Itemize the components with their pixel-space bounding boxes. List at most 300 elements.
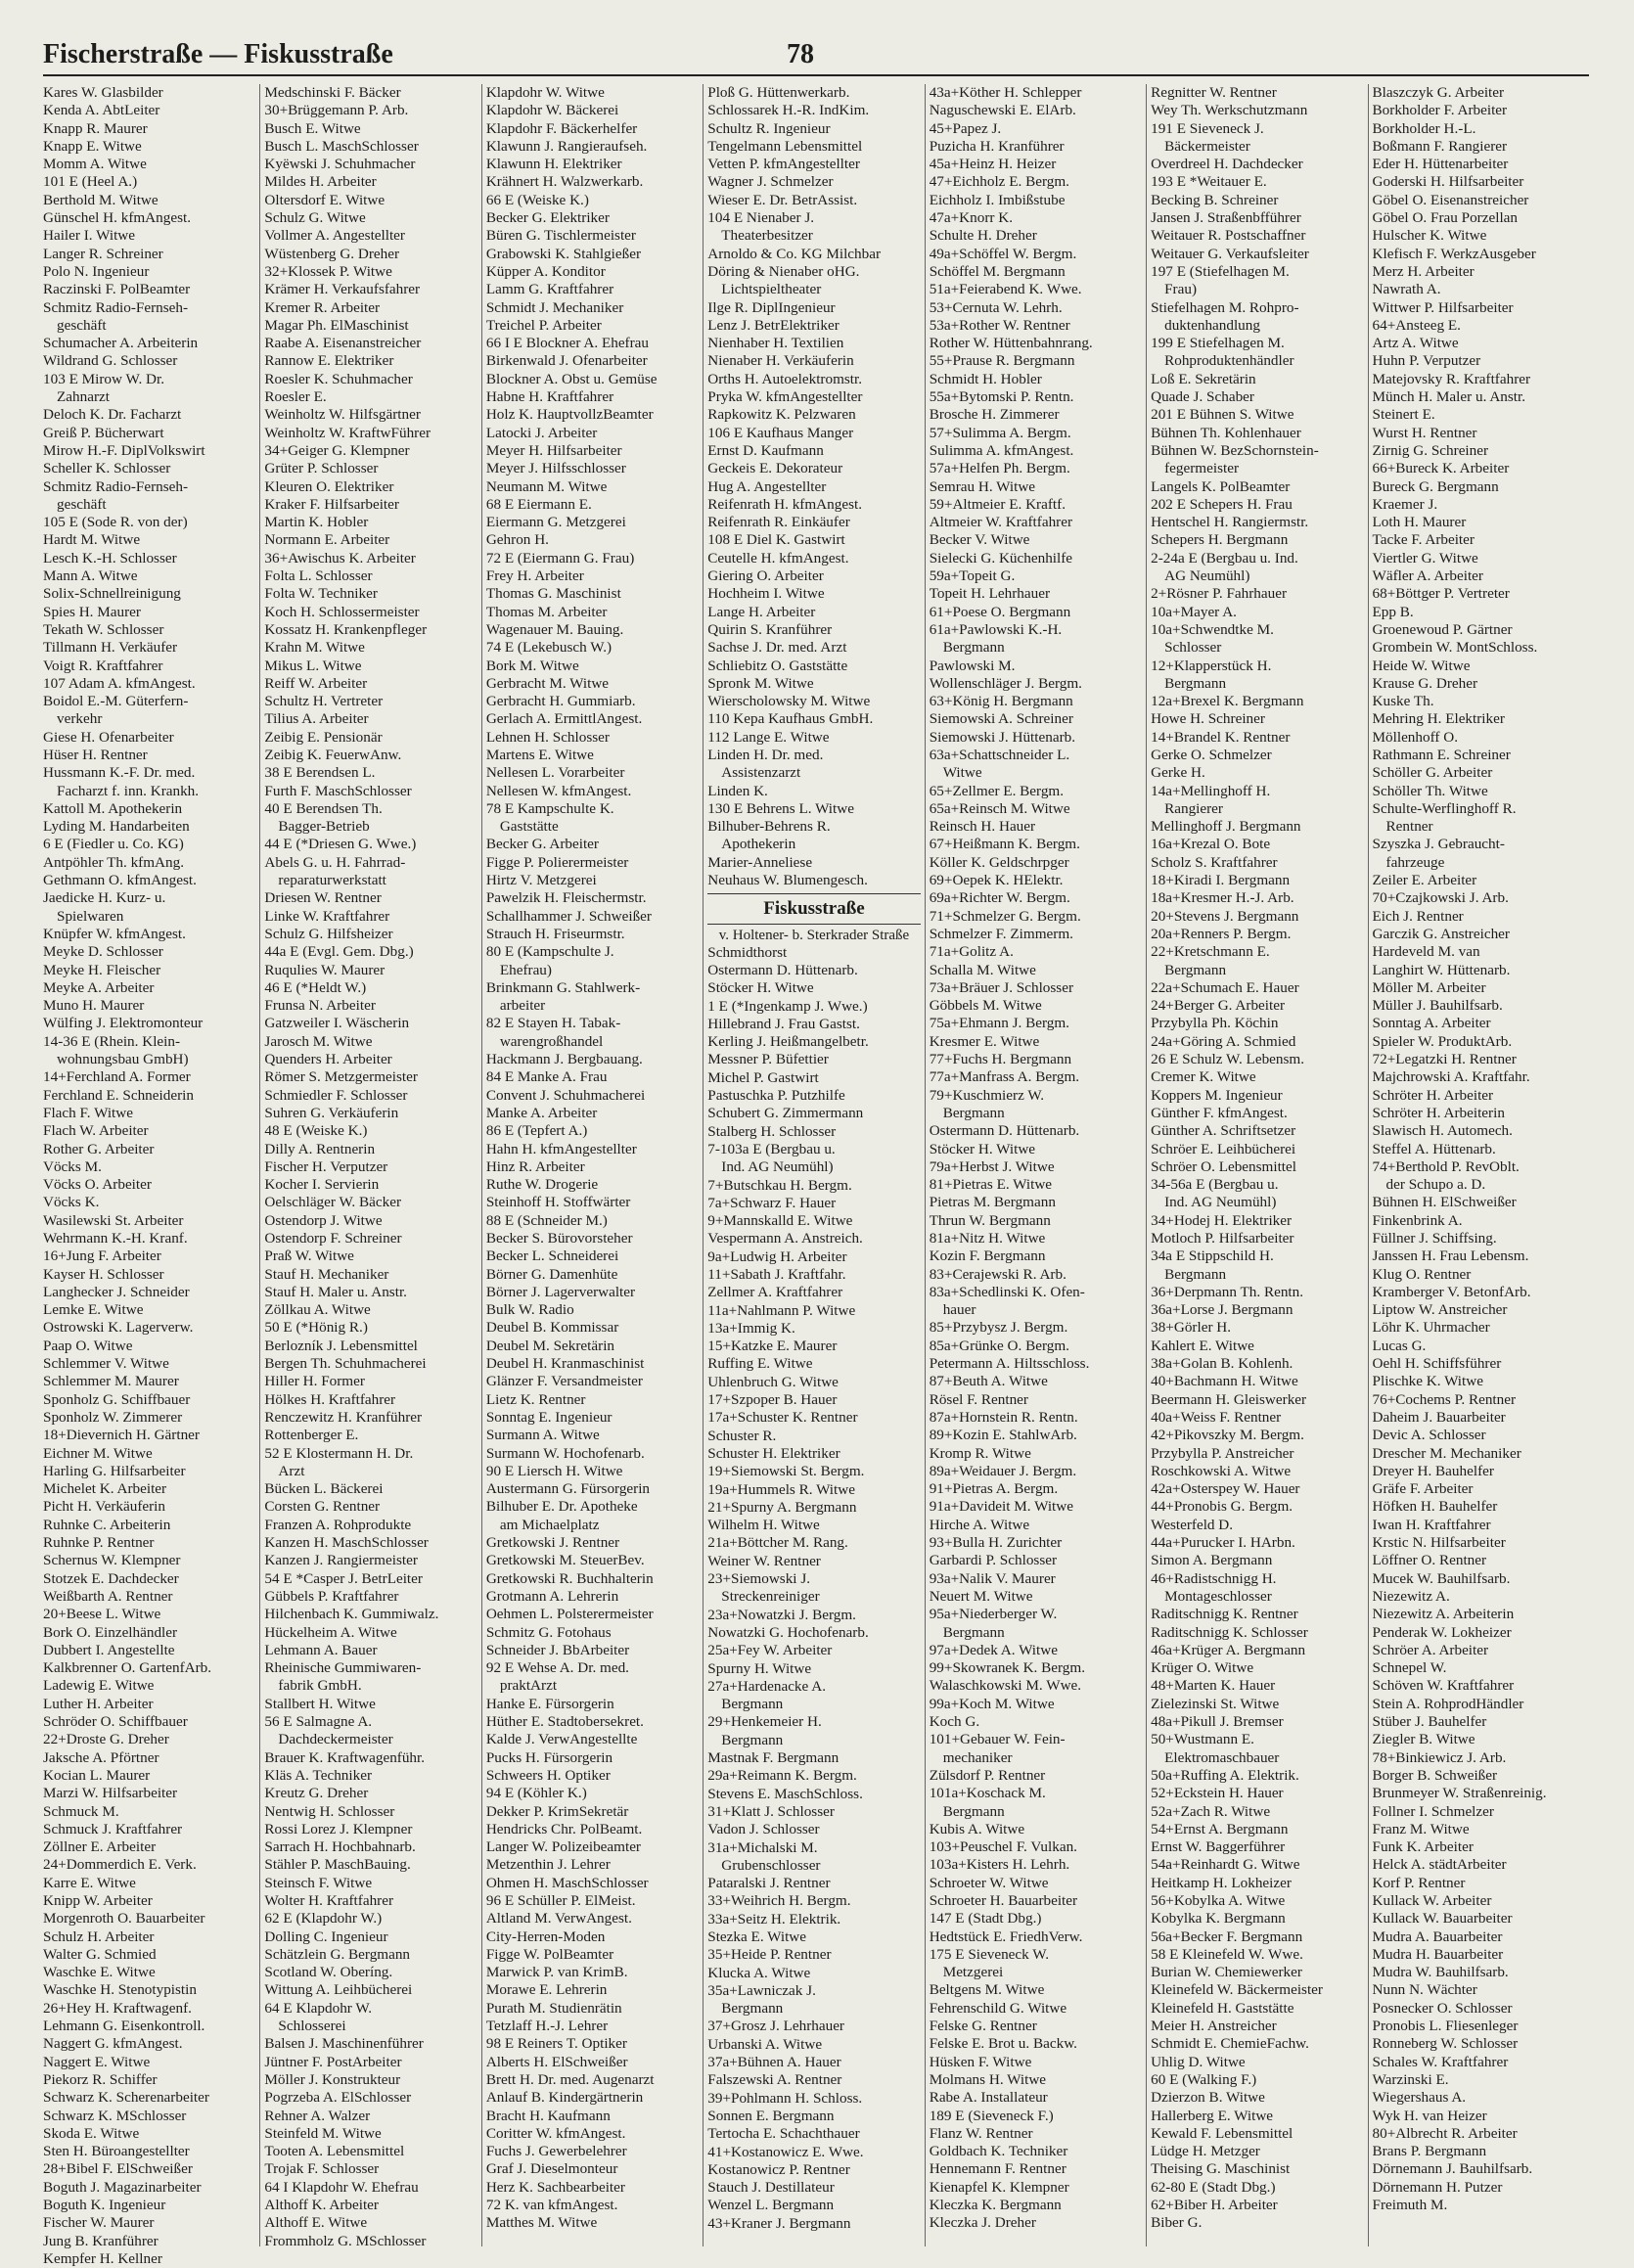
directory-entry: 26 E Schulz W. Lebensm. — [1151, 1051, 1305, 1068]
directory-entry: Frau) — [1164, 281, 1198, 298]
directory-entry: Mellinghoff J. Bergmann — [1151, 818, 1301, 836]
directory-entry: Rottenberger E. — [264, 1427, 359, 1444]
directory-entry: Vespermann A. Anstreich. — [707, 1230, 863, 1247]
directory-entry: Stalberg H. Schlosser — [707, 1122, 837, 1140]
directory-entry: 60 E (Walking F.) — [1151, 2070, 1257, 2088]
directory-entry: 95a+Niederberger W. — [929, 1606, 1058, 1623]
directory-entry: 14+Ferchland A. Former — [43, 1068, 191, 1086]
directory-entry: Münch H. Maler u. Anstr. — [1372, 388, 1526, 406]
directory-entry: Finkenbrink A. — [1372, 1211, 1463, 1229]
directory-entry: Flach F. Witwe — [43, 1104, 133, 1121]
directory-entry: Semrau H. Witwe — [929, 477, 1036, 495]
directory-entry: Herz K. Sachbearbeiter — [485, 2178, 625, 2196]
directory-entry: 87a+Hornstein R. Rentn. — [929, 1408, 1078, 1426]
directory-entry: 50 E (*Hönig R.) — [264, 1319, 368, 1337]
directory-entry: 46a+Krüger A. Bergmann — [1151, 1641, 1306, 1658]
directory-entry: Hulscher K. Witwe — [1372, 227, 1487, 245]
directory-entry: Ronneberg W. Schlosser — [1372, 2035, 1519, 2053]
directory-entry: Oelschläger W. Bäcker — [264, 1194, 402, 1211]
directory-entry: 11a+Nahlmann P. Witwe — [707, 1301, 856, 1319]
directory-entry: 87+Beuth A. Witwe — [929, 1373, 1048, 1390]
directory-entry: 46+Radistschnigg H. — [1151, 1569, 1277, 1587]
directory-entry: Martens E. Witwe — [485, 746, 594, 763]
directory-entry: Pietras M. Bergmann — [929, 1194, 1056, 1211]
directory-entry: Eder H. Hüttenarbeiter — [1372, 156, 1509, 173]
directory-entry: 21+Spurny A. Bergmann — [707, 1498, 857, 1516]
directory-entry: Heide W. Witwe — [1372, 657, 1471, 674]
directory-entry: Abels G. u. H. Fahrrad- — [264, 853, 406, 871]
directory-entry: Momm A. Witwe — [43, 156, 147, 173]
directory-entry: Schuster R. — [707, 1427, 777, 1444]
directory-entry: Reiff W. Arbeiter — [264, 674, 368, 692]
directory-entry: 47+Eichholz E. Bergm. — [929, 173, 1069, 191]
directory-entry: Nunn N. Wächter — [1372, 1981, 1477, 1999]
directory-entry: Sulimma A. kfmAngest. — [929, 441, 1074, 459]
directory-entry: Wagenauer M. Bauing. — [485, 620, 624, 638]
directory-entry: Jaksche A. Pförtner — [43, 1748, 159, 1766]
directory-entry: praktArzt — [499, 1677, 558, 1695]
directory-entry: 40+Bachmann H. Witwe — [1151, 1373, 1298, 1390]
directory-entry: Walter G. Schmied — [43, 1945, 157, 1963]
directory-entry: Stotzek E. Dachdecker — [43, 1569, 179, 1587]
directory-entry: Schmitz Radio-Fernseh- — [43, 477, 189, 495]
directory-entry: Reifenrath H. kfmAngest. — [707, 495, 863, 513]
directory-entry: Stauf H. Mechaniker — [264, 1265, 389, 1283]
directory-entry: Latocki J. Arbeiter — [485, 424, 598, 441]
directory-entry: 101+Gebauer W. Fein- — [929, 1731, 1066, 1748]
directory-entry: Merz H. Arbeiter — [1372, 262, 1475, 280]
directory-entry: Kares W. Glasbilder — [43, 84, 163, 101]
directory-entry: Jüntner F. PostArbeiter — [264, 2053, 402, 2070]
directory-entry: 72 K. van kfmAngest. — [485, 2197, 618, 2214]
directory-entry: Deloch K. Dr. Facharzt — [43, 406, 182, 424]
directory-entry: Loth H. Maurer — [1372, 514, 1467, 531]
directory-entry: 36+Derpmann Th. Rentn. — [1151, 1283, 1304, 1300]
directory-entry: AG Neumühl) — [1164, 567, 1250, 585]
directory-entry: 88 E (Schneider M.) — [485, 1211, 608, 1229]
directory-entry: Börner J. Lagerverwalter — [485, 1283, 636, 1300]
directory-entry: Burian W. Chemiewerker — [1151, 1964, 1302, 1981]
directory-entry: Mudra A. Bauarbeiter — [1372, 1928, 1503, 1945]
directory-entry: Purath M. Studienrätin — [485, 1999, 622, 2017]
directory-entry: Ostendorp J. Witwe — [264, 1211, 383, 1229]
directory-entry: Frommholz G. MSchlosser — [264, 2232, 427, 2249]
directory-entry: Sonntag E. Ingenieur — [485, 1408, 613, 1426]
directory-entry: Nellesen L. Vorarbeiter — [485, 764, 625, 782]
directory-entry: Geckeis E. Dekorateur — [707, 460, 843, 477]
directory-entry: 52+Eckstein H. Hauer — [1151, 1785, 1284, 1802]
directory-entry: Waschke H. Stenotypistin — [43, 1981, 197, 1999]
directory-entry: 52 E Klostermann H. Dr. — [264, 1444, 414, 1462]
directory-entry: Klapdohr F. Bäckerhelfer — [485, 119, 638, 137]
directory-entry: 65a+Reinsch M. Witwe — [929, 799, 1070, 817]
directory-entry: Döring & Nienaber oHG. — [707, 262, 860, 280]
directory-entry: Gerke O. Schmelzer — [1151, 746, 1272, 763]
directory-entry: 79+Kuschmierz W. — [929, 1086, 1045, 1104]
directory-entry: Michel P. Gastwirt — [707, 1068, 819, 1086]
directory-entry: Freimuth M. — [1372, 2197, 1448, 2214]
directory-entry: Dörnemann J. Bauhilfsarb. — [1372, 2160, 1533, 2178]
directory-entry: Höfken H. Bauhelfer — [1372, 1498, 1498, 1516]
directory-entry: Metzenthin J. Lehrer — [485, 1856, 611, 1874]
directory-entry: Bilhuber E. Dr. Apotheke — [485, 1498, 638, 1516]
directory-entry: Kalde J. VerwAngestellte — [485, 1731, 638, 1748]
directory-entry: Koppers M. Ingenieur — [1151, 1086, 1283, 1104]
directory-entry: Zöllkau A. Witwe — [264, 1301, 371, 1319]
directory-entry: 23a+Nowatzki J. Bergm. — [707, 1606, 856, 1623]
directory-entry: Wülfing J. Elektromonteur — [43, 1015, 204, 1032]
directory-entry: Boguth J. Magazinarbeiter — [43, 2178, 202, 2196]
directory-entry: Martin K. Hobler — [264, 514, 369, 531]
directory-entry: Schlosser — [1164, 639, 1222, 657]
directory-entry: 103+Peuschel F. Vulkan. — [929, 1838, 1077, 1856]
directory-entry: Kanzen H. MaschSchlosser — [264, 1534, 429, 1552]
directory-entry: Regnitter W. Rentner — [1151, 84, 1277, 101]
directory-entry: Weitauer G. Verkaufsleiter — [1151, 245, 1309, 262]
directory-entry: Dreyer H. Bauhelfer — [1372, 1462, 1494, 1479]
directory-entry: 18+Dievernich H. Gärtner — [43, 1427, 200, 1444]
directory-entry: Rheinische Gummiwaren- — [264, 1659, 422, 1677]
directory-entry: 7a+Schwarz F. Hauer — [707, 1194, 837, 1211]
directory-entry: geschäft — [57, 495, 107, 513]
directory-entry: Overdreel H. Dachdecker — [1151, 156, 1303, 173]
directory-entry: Mirow H.-F. DiplVolkswirt — [43, 441, 205, 459]
directory-entry: Fischer W. Maurer — [43, 2214, 155, 2232]
directory-entry: Wildrand G. Schlosser — [43, 352, 178, 370]
directory-entry: fabrik GmbH. — [278, 1677, 362, 1695]
directory-entry: Vöcks K. — [43, 1194, 100, 1211]
directory-entry: Rangierer — [1164, 799, 1223, 817]
directory-entry: Möller M. Arbeiter — [1372, 978, 1486, 996]
directory-entry: Coritter W. kfmAngest. — [485, 2124, 626, 2142]
directory-entry: Alberts H. ElSchweißer — [485, 2053, 628, 2070]
directory-entry: Spies H. Maurer — [43, 603, 141, 620]
directory-entry: Drescher M. Mechaniker — [1372, 1444, 1521, 1462]
directory-entry: Mastnak F. Bergmann — [707, 1749, 840, 1767]
directory-entry: Koch G. — [929, 1713, 980, 1731]
directory-entry: Göbel O. Frau Porzellan — [1372, 209, 1518, 227]
directory-entry: Harling G. Hilfsarbeiter — [43, 1462, 186, 1479]
directory-entry: Mehring H. Elektriker — [1372, 710, 1505, 728]
directory-entry: 12a+Brexel K. Bergmann — [1151, 693, 1304, 710]
directory-entry: Schmidt E. ChemieFachw. — [1151, 2035, 1309, 2053]
directory-entry: Schmidt H. Hobler — [929, 370, 1042, 387]
directory-entry: Koch H. Schlossermeister — [264, 603, 420, 620]
directory-entry: Roesler K. Schuhmacher — [264, 370, 413, 387]
directory-entry: Weinholtz W. Hilfsgärtner — [264, 406, 421, 424]
directory-entry: Becker S. Bürovorsteher — [485, 1230, 633, 1247]
directory-entry: Pawlowski M. — [929, 657, 1016, 674]
directory-entry: Niezewitz A. Arbeiterin — [1372, 1606, 1515, 1623]
directory-entry: 83a+Schedlinski K. Ofen- — [929, 1283, 1085, 1300]
directory-entry: Elektromaschbauer — [1164, 1748, 1280, 1766]
directory-entry: 7-103a E (Bergbau u. — [707, 1140, 836, 1157]
directory-entry: Pryka W. kfmAngestellter — [707, 388, 863, 406]
directory-entry: Thomas G. Maschinist — [485, 585, 621, 603]
directory-entry: 49a+Schöffel W. Bergm. — [929, 245, 1077, 262]
directory-entry: Stevens E. MaschSchloss. — [707, 1785, 863, 1802]
directory-entry: Wollenschläger J. Bergm. — [929, 674, 1082, 692]
directory-entry: 75a+Ehmann J. Bergm. — [929, 1015, 1069, 1032]
directory-entry: Schöller Th. Witwe — [1372, 782, 1488, 799]
directory-entry: Hückelheim A. Witwe — [264, 1623, 397, 1641]
directory-entry: Solix-Schnellreinigung — [43, 585, 181, 603]
directory-entry: Schultz R. Ingenieur — [707, 119, 831, 137]
directory-entry: 24+Dommerdich E. Verk. — [43, 1856, 197, 1874]
directory-entry: Puzicha H. Kranführer — [929, 137, 1065, 155]
directory-entry: Ind. AG Neumühl) — [721, 1158, 834, 1176]
directory-entry: Rathmann E. Schreiner — [1372, 746, 1511, 763]
directory-entry: 91+Pietras A. Bergm. — [929, 1480, 1059, 1498]
directory-entry: Lehmann A. Bauer — [264, 1641, 378, 1658]
directory-entry: Schubert G. Zimmermann — [707, 1105, 864, 1122]
directory-entry: geschäft — [57, 316, 107, 334]
directory-entry: Schroeter H. Bauarbeiter — [929, 1891, 1078, 1909]
directory-entry: 50+Wustmann E. — [1151, 1731, 1254, 1748]
directory-entry: Niezewitz A. — [1372, 1587, 1450, 1605]
directory-entry: Lange H. Arbeiter — [707, 603, 816, 620]
directory-entry: Bork O. Einzelhändler — [43, 1623, 178, 1641]
directory-entry: 54 E *Casper J. BetrLeiter — [264, 1569, 423, 1587]
directory-entry: Franz M. Witwe — [1372, 1820, 1470, 1837]
directory-entry: Schöller G. Arbeiter — [1372, 764, 1493, 782]
directory-entry: 77+Fuchs H. Bergmann — [929, 1051, 1072, 1068]
directory-entry: Bühnen Th. Kohlenhauer — [1151, 424, 1301, 441]
directory-entry: 19+Siemowski St. Bergm. — [707, 1463, 865, 1480]
directory-entry: Dzierzon B. Witwe — [1151, 2089, 1265, 2107]
directory-entry: Viertler G. Witwe — [1372, 549, 1478, 567]
directory-entry: Lehnen H. Schlosser — [485, 728, 610, 746]
directory-entry: Stüber J. Bauhelfer — [1372, 1713, 1487, 1731]
directory-entry: Schöven W. Kraftfahrer — [1372, 1677, 1515, 1695]
directory-entry: Magar Ph. ElMaschinist — [264, 316, 409, 334]
directory-entry: Kerling J. Heißmangelbetr. — [707, 1033, 869, 1051]
directory-entry: Schmidt J. Mechaniker — [485, 298, 624, 316]
directory-entry: Römer S. Metzgermeister — [264, 1068, 418, 1086]
directory-entry: Sarrach H. Hochbahnarb. — [264, 1838, 416, 1856]
directory-entry: Steinsch F. Witwe — [264, 1874, 373, 1891]
directory-entry: Suhren G. Verkäuferin — [264, 1104, 399, 1121]
directory-entry: Bergmann — [721, 1731, 784, 1748]
directory-entry: Garbardi P. Schlosser — [929, 1552, 1058, 1569]
directory-entry: Ceutelle H. kfmAngest. — [707, 549, 849, 567]
directory-entry: Gretkowski R. Buchhalterin — [485, 1569, 654, 1587]
directory-entry: 34+Geiger G. Klempner — [264, 441, 410, 459]
directory-entry: Goderski H. Hilfsarbeiter — [1372, 173, 1524, 191]
directory-entry: Hirche A. Witwe — [929, 1516, 1030, 1533]
directory-entry: Lehmann G. Eisenkontroll. — [43, 2018, 205, 2035]
directory-entry: Schuster H. Elektriker — [707, 1444, 840, 1462]
directory-entry: 18+Kiradi I. Bergmann — [1151, 872, 1291, 889]
directory-column — [43, 84, 259, 2267]
directory-entry: 1 E (*Ingenkamp J. Wwe.) — [707, 997, 868, 1015]
directory-entry: Ladewig E. Witwe — [43, 1677, 155, 1695]
directory-entry: Nentwig H. Schlosser — [264, 1802, 395, 1820]
directory-entry: Knüpfer W. kfmAngest. — [43, 925, 186, 942]
directory-entry: Kreutz G. Dreher — [264, 1785, 369, 1802]
directory-entry: Krähnert H. Walzwerkarb. — [485, 173, 644, 191]
directory-entry: Petermann A. Hiltsschloss. — [929, 1355, 1090, 1373]
directory-entry: Eich J. Rentner — [1372, 907, 1464, 925]
directory-entry: Linden K. — [707, 782, 768, 799]
directory-entry: Surmann W. Hochofenarb. — [485, 1444, 645, 1462]
directory-entry: Wurst H. Rentner — [1372, 424, 1477, 441]
directory-entry: Langels K. PolBeamter — [1151, 477, 1291, 495]
directory-entry: Tengelmann Lebensmittel — [707, 137, 863, 155]
directory-entry: fahrzeuge — [1385, 853, 1445, 871]
directory-entry: Krüger O. Witwe — [1151, 1659, 1254, 1677]
directory-entry: 84 E Manke A. Frau — [485, 1068, 608, 1086]
directory-entry: Schmitz Radio-Fernseh- — [43, 298, 189, 316]
directory-entry: Renczewitz H. Kranführer — [264, 1408, 423, 1426]
directory-entry: 58 E Kleinefeld W. Wwe. — [1151, 1945, 1303, 1963]
directory-entry: Theising G. Maschinist — [1151, 2160, 1291, 2178]
directory-entry: Becker G. Elektriker — [485, 209, 610, 227]
directory-entry: 30+Brüggemann P. Arb. — [264, 102, 409, 119]
directory-entry: 68 E Eiermann E. — [485, 495, 592, 513]
directory-entry: 73a+Bräuer J. Schlosser — [929, 978, 1074, 996]
directory-entry: Kostanowicz P. Rentner — [707, 2160, 850, 2178]
directory-entry: Mudra H. Bauarbeiter — [1372, 1945, 1504, 1963]
directory-entry: Lüdge H. Metzger — [1151, 2143, 1260, 2160]
directory-entry: 28+Bibel F. ElSchweißer — [43, 2160, 193, 2178]
directory-entry: Gräfe F. Arbeiter — [1372, 1480, 1474, 1498]
directory-entry: 22a+Schumach E. Hauer — [1151, 978, 1299, 996]
directory-entry: Hahn H. kfmAngestellter — [485, 1140, 637, 1157]
directory-entry: Meyke D. Schlosser — [43, 943, 163, 961]
directory-entry: Langer W. Polizeibeamter — [485, 1838, 641, 1856]
directory-entry: Ostendorp F. Schreiner — [264, 1230, 402, 1247]
directory-entry: Bracht H. Kaufmann — [485, 2107, 611, 2124]
directory-entry: 74 E (Lekebusch W.) — [485, 639, 613, 657]
directory-entry: Wilhelm H. Witwe — [707, 1517, 820, 1534]
directory-entry: Schwarz K. MSchlosser — [43, 2107, 187, 2124]
directory-entry: Oltersdorf E. Witwe — [264, 191, 386, 208]
directory-entry: Schallhammer J. Schweißer — [485, 907, 652, 925]
directory-entry: Fuchs J. Gewerbelehrer — [485, 2143, 627, 2160]
directory-entry: Kenda A. AbtLeiter — [43, 102, 160, 119]
directory-entry: Wehrmann K.-H. Kranf. — [43, 1230, 188, 1247]
directory-entry: Weitauer R. Postschaffner — [1151, 227, 1306, 245]
directory-entry: Orths H. Autoelektromstr. — [707, 370, 863, 387]
directory-entry: Penderak W. Lokheizer — [1372, 1623, 1512, 1641]
directory-entry: Langhecker J. Schneider — [43, 1283, 190, 1300]
directory-entry: Pastuschka P. Putzhilfe — [707, 1087, 845, 1105]
directory-entry: Wey Th. Werkschutzmann — [1151, 102, 1308, 119]
directory-entry: Dubbert I. Angestellte — [43, 1641, 175, 1658]
directory-entry: Büren G. Tischlermeister — [485, 227, 636, 245]
directory-entry: Tacke F. Arbeiter — [1372, 531, 1475, 549]
directory-entry: Eichholz I. Imbißstube — [929, 191, 1066, 208]
directory-entry: Garczik G. Anstreicher — [1372, 925, 1510, 942]
directory-entry: Kuske Th. — [1372, 693, 1434, 710]
directory-entry: Liptow W. Anstreicher — [1372, 1301, 1508, 1319]
directory-entry: Ruffing E. Witwe — [707, 1355, 813, 1373]
directory-entry: 54+Ernst A. Bergmann — [1151, 1820, 1289, 1837]
directory-entry: Matejovsky R. Kraftfahrer — [1372, 370, 1531, 387]
directory-entry: hauer — [942, 1301, 976, 1319]
directory-entry: Schulz G. Witwe — [264, 209, 366, 227]
directory-entry: Busch L. MaschSchlosser — [264, 137, 419, 155]
directory-column — [259, 84, 480, 2249]
directory-entry: Vadon J. Schlosser — [707, 1821, 820, 1838]
directory-entry: 72 E (Eiermann G. Frau) — [485, 549, 635, 567]
directory-entry: Holz K. HauptvollzBeamter — [485, 406, 654, 424]
directory-entry: Stiefelhagen M. Rohpro- — [1151, 298, 1299, 316]
directory-entry: Kahlert E. Witwe — [1151, 1337, 1254, 1354]
directory-entry: Zahnarzt — [57, 388, 110, 406]
directory-entry: 44+Pronobis G. Bergm. — [1151, 1498, 1294, 1516]
directory-entry: Figge W. PolBeamter — [485, 1945, 614, 1963]
directory-entry: Thomas M. Arbeiter — [485, 603, 608, 620]
directory-entry: 10a+Mayer A. — [1151, 603, 1237, 620]
directory-entry: 20+Beese L. Witwe — [43, 1606, 161, 1623]
directory-entry: 9+Mannskalld E. Witwe — [707, 1212, 853, 1230]
directory-entry: Kocian L. Maurer — [43, 1766, 151, 1784]
directory-entry: Ostermann D. Hüttenarb. — [929, 1122, 1080, 1140]
directory-entry: 38 E Berendsen L. — [264, 764, 376, 782]
directory-entry: 69a+Richter W. Bergm. — [929, 889, 1070, 907]
directory-entry: Folta L. Schlosser — [264, 567, 373, 585]
directory-entry: Gretkowski M. SteuerBev. — [485, 1552, 645, 1569]
directory-entry: Voigt R. Kraftfahrer — [43, 657, 163, 674]
directory-entry: Marzi W. Hilfsarbeiter — [43, 1785, 178, 1802]
directory-entry: Quenders H. Arbeiter — [264, 1051, 392, 1068]
directory-entry: Bücken L. Bäckerei — [264, 1480, 384, 1498]
directory-entry: Dekker P. KrimSekretär — [485, 1802, 629, 1820]
directory-entry: 79a+Herbst J. Witwe — [929, 1157, 1055, 1175]
directory-entry: Dachdeckermeister — [278, 1731, 393, 1748]
directory-entry: Tekath W. Schlosser — [43, 620, 164, 638]
directory-entry: Zeiler E. Arbeiter — [1372, 872, 1477, 889]
directory-entry: 92 E Wehse A. Dr. med. — [485, 1659, 629, 1677]
directory-entry: Grotmann A. Lehrerin — [485, 1587, 619, 1605]
directory-entry: Vöcks M. — [43, 1157, 102, 1175]
directory-entry: Walaschkowski M. Wwe. — [929, 1677, 1082, 1695]
directory-entry: 83+Cerajewski R. Arb. — [929, 1265, 1067, 1283]
directory-entry: 36+Awischus K. Arbeiter — [264, 549, 416, 567]
directory-entry: Marwick P. van KrimB. — [485, 1964, 628, 1981]
directory-entry: Loß E. Sekretärin — [1151, 370, 1256, 387]
directory-entry: Groenewoud P. Gärtner — [1372, 620, 1513, 638]
directory-entry: Zeibig K. FeuerwAnw. — [264, 746, 402, 763]
directory-entry: Scheller K. Schlosser — [43, 460, 171, 477]
directory-entry: Becker L. Schneiderei — [485, 1247, 619, 1265]
directory-entry: Folta W. Techniker — [264, 585, 378, 603]
directory-entry: Waschke E. Witwe — [43, 1964, 156, 1981]
directory-entry: 18a+Kresmer H.-J. Arb. — [1151, 889, 1294, 907]
directory-entry: Raditschnigg K. Schlosser — [1151, 1623, 1308, 1641]
directory-entry: Steinert E. — [1372, 406, 1435, 424]
directory-entry: Stein A. RohprodHändler — [1372, 1695, 1524, 1712]
directory-entry: Bergmann — [1164, 1265, 1227, 1283]
directory-entry: 70+Czajkowski J. Arb. — [1372, 889, 1509, 907]
directory-entry: 90 E Liersch H. Witwe — [485, 1462, 623, 1479]
directory-entry: Wittwer P. Hilfsarbeiter — [1372, 298, 1514, 316]
directory-entry: 43a+Köther H. Schlepper — [929, 84, 1082, 101]
directory-entry: Bergmann — [721, 1696, 784, 1713]
directory-entry: Bergmann — [942, 1104, 1005, 1121]
directory-entry: Boidol E.-M. Güterfern- — [43, 693, 189, 710]
directory-entry: Mudra W. Bauhilfsarb. — [1372, 1964, 1509, 1981]
directory-entry: Meier H. Anstreicher — [1151, 2018, 1277, 2035]
directory-entry: mechaniker — [942, 1748, 1013, 1766]
directory-entry: 66 E (Weiske K.) — [485, 191, 589, 208]
directory-entry: 199 E Stiefelhagen M. — [1151, 335, 1285, 352]
directory-entry: 7+Butschkau H. Bergm. — [707, 1176, 852, 1194]
directory-entry: Lichtspieltheater — [721, 281, 822, 298]
directory-entry: Motloch P. Hilfsarbeiter — [1151, 1230, 1294, 1247]
